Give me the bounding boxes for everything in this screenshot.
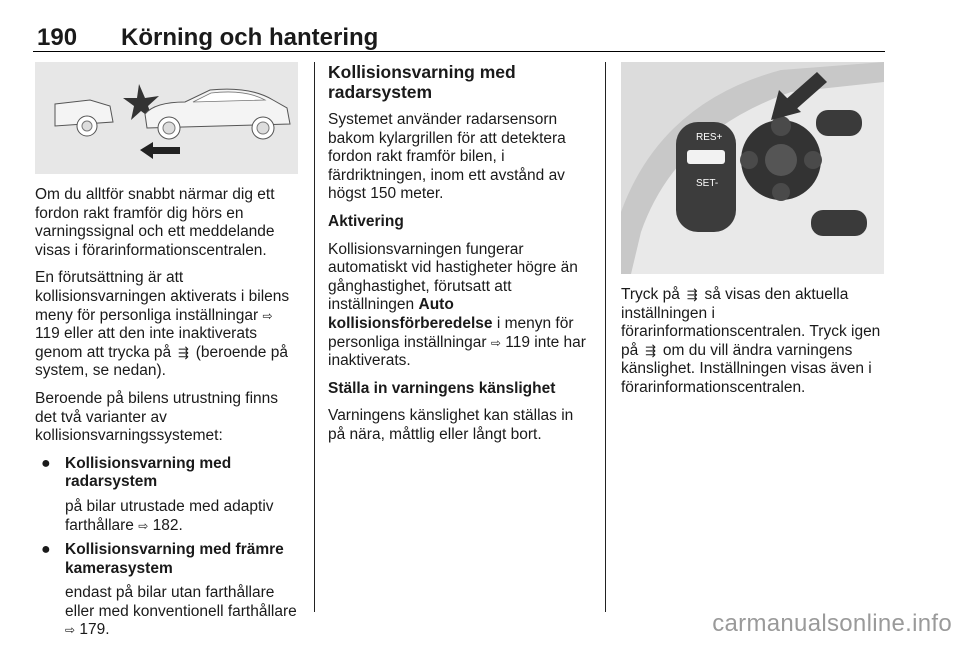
set-button-label: SET-: [696, 178, 719, 189]
prerequisite-paragraph: En förutsättning är att kollisionsvarningen aktiverats i bilens meny för personliga inställningar ⇨ 119 eller att den inte inaktiverats genom att trycka på ⇶ (beroende på system, se nedan).: [35, 269, 290, 380]
sensitivity-paragraph: Varningens känslighet kan ställas in på nära, måttlig eller långt bort.: [328, 407, 574, 443]
res-button-label: RES+: [696, 132, 723, 143]
column-divider: [314, 62, 315, 612]
column-divider: [605, 62, 606, 612]
collision-alert-icon: ⇶: [177, 344, 189, 360]
collision-alert-icon: ⇶: [686, 287, 698, 302]
sensitivity-heading: Ställa in varningens känslighet: [328, 379, 556, 397]
activation-heading: Aktivering: [328, 212, 404, 230]
reference-arrow-icon: ⇨: [262, 308, 273, 323]
collision-alert-icon: ⇶: [645, 342, 657, 358]
variants-list: [35, 455, 300, 640]
reference-arrow-icon: ⇨: [138, 518, 149, 533]
watermark: carmanualsonline.info: [712, 610, 952, 637]
reference-arrow-icon: ⇨: [490, 335, 501, 350]
car-collision-figure: [35, 62, 298, 174]
bullet-icon: ●: [41, 454, 51, 472]
variants-paragraph: Beroende på bilens utrustning finns det två varianter av kollisionsvarningssystemet:: [35, 389, 278, 445]
steering-wheel-figure: [621, 62, 884, 274]
chapter-title: Körning och hantering: [121, 24, 379, 51]
page-number: 190: [37, 24, 78, 51]
radar-paragraph: Systemet använder radarsensorn bakom kylargrillen för att detektera fordon rakt framför bilen, i färdriktningen, inom ett avstånd av högst 150 meter.: [328, 111, 566, 203]
collision-illustration: [35, 62, 298, 174]
activation-paragraph: Kollisionsvarningen fungerar automatiskt vid hastigheter högre än gånghastighet, förutsatt att inställningen Auto kollisionsförberedelse i menyn för personliga inställningar ⇨ 119 inte har inaktiverats.: [328, 240, 586, 370]
section-heading: Kollisionsvarning med radarsystem: [328, 62, 516, 102]
instruction-paragraph: Tryck på ⇶ så visas den aktuella inställningen i förarinformationscentralen. Tryck igen på ⇶ om du vill ändra varningens känslighet. Inställningen visas även i förarinformationscentralen.: [621, 286, 881, 396]
column-right: [621, 62, 887, 407]
column-middle: [328, 62, 590, 454]
steering-wheel-illustration: [621, 62, 884, 274]
intro-paragraph: Om du alltför snabbt närmar dig ett fordon rakt framför dig hörs en varningssignal och ett meddelande visas i förarinformationscentralen.: [35, 186, 275, 259]
list-item: ● Kollisionsvarning med främre kamerasystem endast på bilar utan farthållare eller med konventionell farthållare ⇨ 179.: [41, 541, 297, 639]
reference-arrow-icon: ⇨: [65, 623, 76, 638]
page-header: [33, 10, 885, 51]
list-item: ● Kollisionsvarning med radarsystem på bilar utrustade med adaptiv farthållare ⇨ 182.: [41, 454, 274, 534]
header-rule: [33, 51, 885, 52]
bullet-icon: ●: [41, 541, 51, 559]
column-left: [35, 62, 300, 646]
